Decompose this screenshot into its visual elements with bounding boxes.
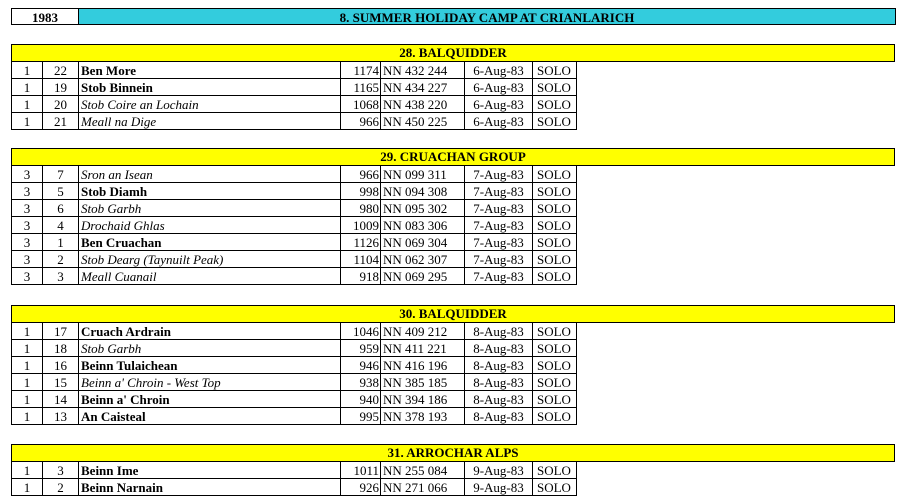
grid-ref-cell: NN 450 225 [381, 113, 465, 130]
hill-name-cell: Ben More [79, 62, 341, 79]
date-cell: 7-Aug-83 [465, 183, 533, 200]
date-cell: 7-Aug-83 [465, 268, 533, 285]
hill-name-cell: Stob Garbh [79, 200, 341, 217]
col-b-cell: 2 [43, 251, 79, 268]
col-a-cell: 1 [11, 391, 43, 408]
date-cell: 9-Aug-83 [465, 479, 533, 496]
date-cell: 7-Aug-83 [465, 217, 533, 234]
date-cell: 6-Aug-83 [465, 79, 533, 96]
table-row [11, 374, 895, 391]
height-cell: 959 [341, 340, 381, 357]
grid-ref-cell: NN 416 196 [381, 357, 465, 374]
grid-ref-cell: NN 255 084 [381, 462, 465, 479]
table-row [11, 234, 895, 251]
col-a-cell: 1 [11, 340, 43, 357]
solo-cell: SOLO [533, 96, 577, 113]
col-a-cell: 3 [11, 234, 43, 251]
table-row [11, 96, 895, 113]
date-cell: 7-Aug-83 [465, 251, 533, 268]
hill-name-cell: Stob Coire an Lochain [79, 96, 341, 113]
solo-cell: SOLO [533, 479, 577, 496]
table-row [11, 166, 895, 183]
grid-ref-cell: NN 099 311 [381, 166, 465, 183]
table-row [11, 200, 895, 217]
col-a-cell: 1 [11, 408, 43, 425]
date-cell: 8-Aug-83 [465, 357, 533, 374]
col-a-cell: 1 [11, 374, 43, 391]
col-a-cell: 3 [11, 166, 43, 183]
col-b-cell: 14 [43, 391, 79, 408]
col-b-cell: 19 [43, 79, 79, 96]
grid-ref-cell: NN 385 185 [381, 374, 465, 391]
grid-ref-cell: NN 095 302 [381, 200, 465, 217]
height-cell: 940 [341, 391, 381, 408]
grid-ref-cell: NN 069 304 [381, 234, 465, 251]
solo-cell: SOLO [533, 323, 577, 340]
col-a-cell: 1 [11, 357, 43, 374]
col-b-cell: 15 [43, 374, 79, 391]
solo-cell: SOLO [533, 357, 577, 374]
col-b-cell: 2 [43, 479, 79, 496]
solo-cell: SOLO [533, 234, 577, 251]
hill-name-cell: Sron an Isean [79, 166, 341, 183]
section-title: 29. CRUACHAN GROUP [11, 148, 895, 166]
height-cell: 1068 [341, 96, 381, 113]
hill-name-cell: An Caisteal [79, 408, 341, 425]
date-cell: 7-Aug-83 [465, 166, 533, 183]
table-row [11, 183, 895, 200]
section-table [11, 44, 895, 130]
col-b-cell: 3 [43, 462, 79, 479]
solo-cell: SOLO [533, 391, 577, 408]
height-cell: 1046 [341, 323, 381, 340]
table-row [11, 251, 895, 268]
table-row [11, 62, 895, 79]
year-cell: 1983 [11, 8, 79, 25]
table-row [11, 268, 895, 285]
section-table [11, 305, 895, 425]
hill-name-cell: Stob Dearg (Taynuilt Peak) [79, 251, 341, 268]
solo-cell: SOLO [533, 462, 577, 479]
col-b-cell: 5 [43, 183, 79, 200]
solo-cell: SOLO [533, 217, 577, 234]
col-b-cell: 6 [43, 200, 79, 217]
grid-ref-cell: NN 409 212 [381, 323, 465, 340]
col-a-cell: 3 [11, 268, 43, 285]
hill-name-cell: Beinn a' Chroin - West Top [79, 374, 341, 391]
col-b-cell: 20 [43, 96, 79, 113]
table-row [11, 479, 895, 496]
solo-cell: SOLO [533, 113, 577, 130]
hill-name-cell: Stob Binnein [79, 79, 341, 96]
solo-cell: SOLO [533, 408, 577, 425]
col-b-cell: 4 [43, 217, 79, 234]
height-cell: 980 [341, 200, 381, 217]
height-cell: 1174 [341, 62, 381, 79]
solo-cell: SOLO [533, 340, 577, 357]
hill-name-cell: Beinn Ime [79, 462, 341, 479]
solo-cell: SOLO [533, 166, 577, 183]
height-cell: 966 [341, 166, 381, 183]
col-a-cell: 3 [11, 251, 43, 268]
date-cell: 8-Aug-83 [465, 408, 533, 425]
date-cell: 6-Aug-83 [465, 96, 533, 113]
col-a-cell: 1 [11, 323, 43, 340]
hill-name-cell: Beinn Narnain [79, 479, 341, 496]
table-row [11, 323, 895, 340]
col-a-cell: 3 [11, 183, 43, 200]
date-cell: 8-Aug-83 [465, 391, 533, 408]
table-row [11, 391, 895, 408]
col-a-cell: 1 [11, 462, 43, 479]
col-b-cell: 22 [43, 62, 79, 79]
height-cell: 1126 [341, 234, 381, 251]
height-cell: 1009 [341, 217, 381, 234]
table-row [11, 357, 895, 374]
grid-ref-cell: NN 271 066 [381, 479, 465, 496]
table-row [11, 217, 895, 234]
col-b-cell: 21 [43, 113, 79, 130]
height-cell: 938 [341, 374, 381, 391]
grid-ref-cell: NN 378 193 [381, 408, 465, 425]
hill-name-cell: Meall Cuanail [79, 268, 341, 285]
table-row [11, 340, 895, 357]
solo-cell: SOLO [533, 251, 577, 268]
height-cell: 966 [341, 113, 381, 130]
hill-name-cell: Ben Cruachan [79, 234, 341, 251]
header-bar [11, 8, 896, 25]
date-cell: 6-Aug-83 [465, 62, 533, 79]
section-title: 31. ARROCHAR ALPS [11, 444, 895, 462]
hill-name-cell: Cruach Ardrain [79, 323, 341, 340]
grid-ref-cell: NN 394 186 [381, 391, 465, 408]
col-b-cell: 1 [43, 234, 79, 251]
hill-name-cell: Meall na Dige [79, 113, 341, 130]
page-title: 8. SUMMER HOLIDAY CAMP AT CRIANLARICH [79, 8, 896, 25]
col-b-cell: 3 [43, 268, 79, 285]
col-a-cell: 1 [11, 79, 43, 96]
date-cell: 9-Aug-83 [465, 462, 533, 479]
height-cell: 1165 [341, 79, 381, 96]
solo-cell: SOLO [533, 374, 577, 391]
solo-cell: SOLO [533, 200, 577, 217]
col-a-cell: 1 [11, 113, 43, 130]
grid-ref-cell: NN 411 221 [381, 340, 465, 357]
col-a-cell: 3 [11, 217, 43, 234]
section-title: 28. BALQUIDDER [11, 44, 895, 62]
hill-name-cell: Beinn Tulaichean [79, 357, 341, 374]
height-cell: 1011 [341, 462, 381, 479]
grid-ref-cell: NN 083 306 [381, 217, 465, 234]
date-cell: 8-Aug-83 [465, 323, 533, 340]
col-a-cell: 1 [11, 62, 43, 79]
date-cell: 8-Aug-83 [465, 340, 533, 357]
section-table [11, 148, 895, 285]
col-b-cell: 17 [43, 323, 79, 340]
table-row [11, 408, 895, 425]
hill-name-cell: Beinn a' Chroin [79, 391, 341, 408]
height-cell: 998 [341, 183, 381, 200]
grid-ref-cell: NN 094 308 [381, 183, 465, 200]
height-cell: 1104 [341, 251, 381, 268]
col-b-cell: 16 [43, 357, 79, 374]
height-cell: 926 [341, 479, 381, 496]
hill-name-cell: Stob Diamh [79, 183, 341, 200]
col-b-cell: 7 [43, 166, 79, 183]
col-a-cell: 1 [11, 96, 43, 113]
solo-cell: SOLO [533, 183, 577, 200]
table-row [11, 462, 895, 479]
section-table [11, 444, 895, 496]
col-a-cell: 1 [11, 479, 43, 496]
date-cell: 8-Aug-83 [465, 374, 533, 391]
height-cell: 995 [341, 408, 381, 425]
hill-name-cell: Drochaid Ghlas [79, 217, 341, 234]
table-row [11, 79, 895, 96]
grid-ref-cell: NN 069 295 [381, 268, 465, 285]
date-cell: 7-Aug-83 [465, 234, 533, 251]
col-b-cell: 13 [43, 408, 79, 425]
solo-cell: SOLO [533, 268, 577, 285]
grid-ref-cell: NN 438 220 [381, 96, 465, 113]
solo-cell: SOLO [533, 62, 577, 79]
date-cell: 7-Aug-83 [465, 200, 533, 217]
hill-name-cell: Stob Garbh [79, 340, 341, 357]
solo-cell: SOLO [533, 79, 577, 96]
grid-ref-cell: NN 062 307 [381, 251, 465, 268]
table-row [11, 113, 895, 130]
date-cell: 6-Aug-83 [465, 113, 533, 130]
grid-ref-cell: NN 434 227 [381, 79, 465, 96]
col-b-cell: 18 [43, 340, 79, 357]
grid-ref-cell: NN 432 244 [381, 62, 465, 79]
height-cell: 918 [341, 268, 381, 285]
col-a-cell: 3 [11, 200, 43, 217]
height-cell: 946 [341, 357, 381, 374]
section-title: 30. BALQUIDDER [11, 305, 895, 323]
